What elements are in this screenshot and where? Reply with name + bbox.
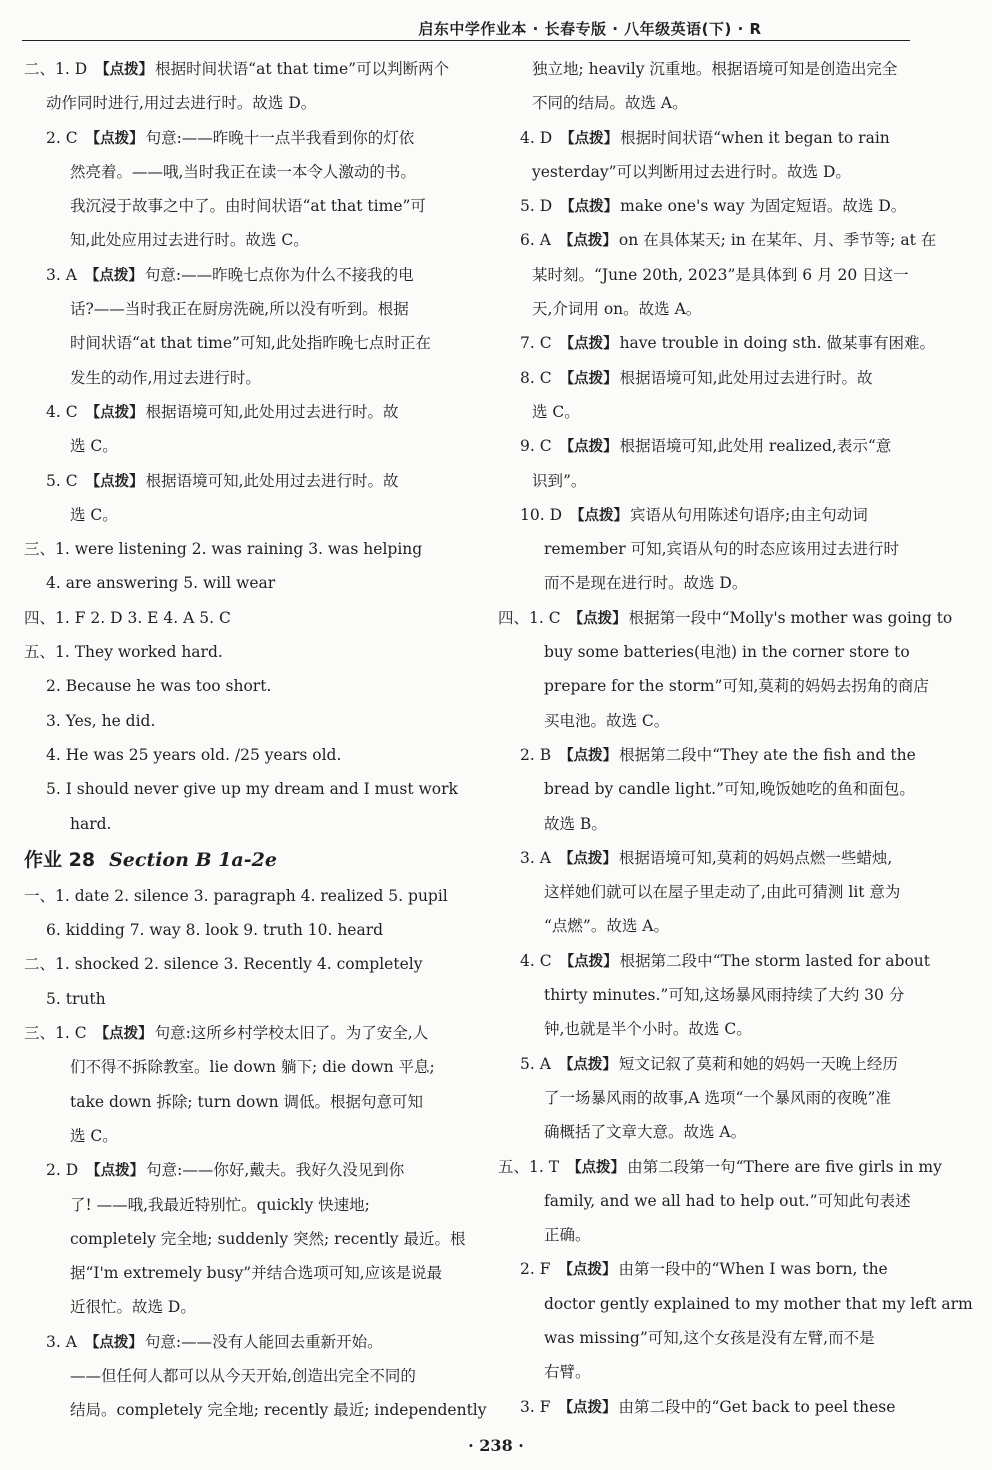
- right-column: [498, 52, 973, 1424]
- section-heading: [24, 841, 464, 879]
- answer-line: [498, 978, 926, 1012]
- answer-line: [498, 601, 953, 635]
- page-number: · 238 ·: [468, 1436, 524, 1455]
- answer-text: 2. F: [520, 1260, 551, 1279]
- assignment-number: 作业 28: [24, 848, 96, 871]
- answer-line: [24, 704, 464, 738]
- answer-line: [498, 704, 926, 738]
- answer-line: [24, 772, 464, 806]
- explanation-text: 根据语境可知,此处用过去进行时。故: [145, 471, 399, 490]
- answer-line: [498, 121, 926, 155]
- explanation-text: 句意:——昨晚十一点半我看到你的灯依: [145, 128, 415, 147]
- answer-text: 5. truth: [46, 989, 106, 1008]
- answer-text: 3. A: [46, 1332, 77, 1351]
- answer-line: [24, 1256, 464, 1290]
- answer-text: 正确。: [544, 1226, 591, 1245]
- explanation-text: 句意:这所乡村学校太旧了。为了安全,人: [154, 1024, 429, 1043]
- answer-text: 3. A: [46, 265, 77, 284]
- answer-text: hard.: [70, 814, 112, 833]
- answer-line: [498, 1252, 926, 1286]
- hint-tag: 【点拨】: [85, 404, 144, 421]
- answer-text: 4. D: [520, 128, 553, 147]
- explanation-text: on 在具体某天; in 在某年、月、季节等; at 在: [618, 231, 937, 250]
- hint-tag: 【点拨】: [559, 953, 618, 970]
- answer-text: 选 C。: [70, 505, 118, 524]
- answer-text: 五、1. They worked hard.: [24, 643, 223, 662]
- answer-text: 不同的结局。故选 A。: [532, 94, 688, 113]
- answer-line: [24, 1290, 464, 1324]
- hint-tag: 【点拨】: [84, 1334, 143, 1351]
- answer-text: 结局。completely 完全地; recently 最近; independently: [70, 1401, 487, 1420]
- answer-line: [24, 947, 464, 981]
- answer-line: [24, 223, 464, 257]
- explanation-text: 宾语从句用陈述句语序;由主句动词: [630, 505, 868, 524]
- answer-line: [498, 1012, 926, 1046]
- answer-text: 2. D: [46, 1161, 79, 1180]
- answer-text: 2. Because he was too short.: [46, 677, 272, 696]
- hint-tag: 【点拨】: [85, 130, 144, 147]
- answer-text: 选 C。: [70, 437, 118, 456]
- answer-line: [498, 807, 926, 841]
- answer-line: [498, 566, 926, 600]
- answer-line: [498, 189, 926, 223]
- answer-line: [24, 982, 464, 1016]
- answer-line: [24, 189, 464, 223]
- answer-text: 们不得不拆除教室。lie down 躺下; die down 平息;: [70, 1058, 435, 1077]
- answer-text: 发生的动作,用过去进行时。: [70, 368, 261, 387]
- answer-text: 买电池。故选 C。: [544, 711, 670, 730]
- answer-line: [498, 361, 926, 395]
- answer-line: [498, 498, 926, 532]
- explanation-text: 短文记叙了莫莉和她的妈妈一天晚上经历: [618, 1054, 898, 1073]
- answer-text: yesterday”可以判断用过去进行时。故选 D。: [532, 162, 851, 181]
- answer-text: 这样她们就可以在屋子里走动了,由此可猜测 lit 意为: [544, 883, 901, 902]
- answer-text: 5. A: [520, 1054, 551, 1073]
- answer-text: 动作同时进行,用过去进行时。故选 D。: [46, 94, 317, 113]
- answer-line: [24, 395, 464, 429]
- answer-text: 时间状语“at that time”可知,此处指昨晚七点时正在: [70, 334, 431, 353]
- answer-line: [498, 1218, 926, 1252]
- answer-text: 据“I'm extremely busy”并结合选项可知,应该是说最: [70, 1264, 443, 1283]
- answer-text: 6. A: [520, 231, 551, 250]
- explanation-text: have trouble in doing sth. 做某事有困难。: [619, 334, 936, 353]
- answer-line: [24, 738, 464, 772]
- explanation-text: 根据第二段中“They ate the fish and the: [619, 745, 916, 764]
- answer-line: [24, 1222, 464, 1256]
- hint-tag: 【点拨】: [560, 199, 619, 216]
- answer-text: 三、1. C: [24, 1024, 87, 1043]
- answer-text: 选 C。: [70, 1126, 118, 1145]
- answer-text: 9. C: [520, 437, 552, 456]
- explanation-text: 根据第二段中“The storm lasted for about: [619, 951, 930, 970]
- answer-text: 5. C: [46, 471, 78, 490]
- answer-text: 钟,也就是半个小时。故选 C。: [544, 1020, 752, 1039]
- answer-text: 近很忙。故选 D。: [70, 1298, 196, 1317]
- answer-line: [498, 738, 926, 772]
- answer-line: [24, 807, 464, 841]
- answer-text: ——但任何人都可以从今天开始,创造出完全不同的: [70, 1366, 416, 1385]
- hint-tag: 【点拨】: [95, 62, 154, 78]
- answer-text: buy some batteries(电池) in the corner store to: [544, 643, 910, 662]
- answer-line: [498, 155, 926, 189]
- answer-line: [498, 1115, 926, 1149]
- answer-text: was missing”可知,这个女孩是没有左臂,而不是: [544, 1328, 875, 1347]
- page-header: 启东中学作业本 · 长春专版 · 八年级英语(下) · R: [418, 20, 762, 38]
- answer-line: [498, 292, 926, 326]
- answer-line: [498, 1184, 926, 1218]
- answer-line: [498, 875, 926, 909]
- answer-text: 5. D: [520, 197, 553, 216]
- hint-tag: 【点拨】: [560, 130, 619, 147]
- explanation-text: 由第二段中的“Get back to peel these: [618, 1397, 896, 1416]
- answer-line: [498, 1355, 926, 1389]
- answer-line: [24, 258, 464, 292]
- explanation-text: 根据语境可知,莫莉的妈妈点燃一些蜡烛,: [618, 848, 893, 867]
- answer-line: [24, 1153, 464, 1187]
- answer-line: [498, 1047, 926, 1081]
- answer-line: [24, 566, 464, 600]
- answer-text: 而不是现在进行时。故选 D。: [544, 574, 748, 593]
- answer-text: 话?——当时我正在厨房洗碗,所以没有听到。根据: [70, 300, 409, 319]
- explanation-text: 根据语境可知,此处用过去进行时。故: [145, 402, 399, 421]
- hint-tag: 【点拨】: [558, 233, 617, 250]
- answer-text: 五、1. T: [498, 1157, 560, 1176]
- explanation-text: 根据语境可知,此处用 realized,表示“意: [619, 437, 892, 456]
- answer-text: 4. C: [520, 951, 552, 970]
- answer-line: [24, 1359, 464, 1393]
- answer-line: [498, 1150, 942, 1184]
- hint-tag: 【点拨】: [84, 267, 143, 284]
- answer-text: doctor gently explained to my mother that my left arm: [544, 1294, 973, 1313]
- answer-text: 了一场暴风雨的故事,A 选项“一个暴风雨的夜晚”准: [544, 1088, 891, 1107]
- answer-line: [498, 1081, 926, 1115]
- answer-text: take down 拆除; turn down 调低。根据句意可知: [70, 1092, 424, 1111]
- answer-text: 三、1. were listening 2. was raining 3. was helping: [24, 540, 423, 559]
- answer-line: [498, 464, 926, 498]
- answer-line: [24, 913, 464, 947]
- left-column: [24, 52, 487, 1428]
- answer-line: [24, 429, 464, 463]
- answer-line: [24, 669, 464, 703]
- answer-line: [24, 635, 464, 669]
- answer-line: [498, 635, 926, 669]
- answer-line: [24, 1085, 464, 1119]
- hint-tag: 【点拨】: [559, 370, 618, 387]
- answer-text: 独立地; heavily 沉重地。根据语境可知是创造出完全: [532, 60, 898, 78]
- answer-text: family, and we all had to help out.”可知此句表述: [544, 1191, 911, 1210]
- answer-line: [498, 326, 936, 360]
- explanation-text: make one's way 为固定短语。故选 D。: [620, 197, 907, 216]
- answer-line: [24, 498, 464, 532]
- answer-text: 确概括了文章大意。故选 A。: [544, 1123, 747, 1142]
- answer-line: [498, 669, 929, 703]
- answer-text: 3. A: [520, 848, 551, 867]
- answer-text: 四、1. C: [498, 608, 561, 627]
- answer-line: [498, 772, 926, 806]
- answer-line: [498, 86, 926, 120]
- answer-line: [24, 52, 464, 86]
- hint-tag: 【点拨】: [94, 1026, 153, 1043]
- answer-line: [24, 1393, 487, 1427]
- answer-text: thirty minutes.”可知,这场暴风雨持续了大约 30 分: [544, 986, 905, 1005]
- answer-text: 识到”。: [532, 471, 587, 490]
- answer-line: [498, 909, 926, 943]
- answer-line: [24, 1016, 464, 1050]
- answer-text: 4. He was 25 years old. /25 years old.: [46, 745, 342, 764]
- answer-text: 一、1. date 2. silence 3. paragraph 4. realized 5. pupil: [24, 886, 448, 905]
- answer-line: [24, 1188, 464, 1222]
- section-name: Section B 1a-2e: [109, 848, 277, 871]
- answer-text: 10. D: [520, 505, 563, 524]
- answer-line: [24, 1050, 464, 1084]
- answer-line: [498, 429, 926, 463]
- explanation-text: 根据第一段中“Molly's mother was going to: [628, 608, 953, 627]
- answer-text: 选 C。: [532, 402, 580, 421]
- header-rule: [22, 40, 910, 41]
- explanation-text: 句意:——没有人能回去重新开始。: [144, 1332, 383, 1351]
- answer-text: 4. C: [46, 402, 78, 421]
- answer-text: 4. are answering 5. will wear: [46, 574, 276, 593]
- answer-text: 四、1. F 2. D 3. E 4. A 5. C: [24, 608, 231, 627]
- answer-text: 然亮着。——哦,当时我正在读一本令人激动的书。: [70, 162, 416, 181]
- answer-text: 故选 B。: [544, 814, 607, 833]
- answer-text: 天,介词用 on。故选 A。: [532, 300, 702, 319]
- answer-line: [24, 1325, 464, 1359]
- answer-text: 某时刻。“June 20th, 2023”是具体到 6 月 20 日这一: [532, 265, 909, 284]
- answer-line: [24, 86, 464, 120]
- explanation-text: 由第二段第一句“There are five girls in my: [627, 1157, 942, 1176]
- answer-line: [24, 292, 464, 326]
- answer-text: prepare for the storm”可知,莫莉的妈妈去拐角的商店: [544, 677, 929, 696]
- answer-text: 2. B: [520, 745, 552, 764]
- answer-line: [24, 879, 464, 913]
- answer-line: [498, 223, 937, 257]
- answer-text: 6. kidding 7. way 8. look 9. truth 10. heard: [46, 921, 384, 940]
- answer-line: [24, 155, 464, 189]
- explanation-text: 由第一段中的“When I was born, the: [618, 1260, 888, 1279]
- answer-text: 二、1. shocked 2. silence 3. Recently 4. completely: [24, 955, 423, 974]
- explanation-text: 根据时间状语“when it began to rain: [620, 128, 890, 147]
- hint-tag: 【点拨】: [558, 850, 617, 867]
- answer-text: 二、1. D: [24, 60, 88, 78]
- answer-line: [498, 52, 926, 86]
- answer-text: 8. C: [520, 368, 552, 387]
- answer-line: [24, 361, 464, 395]
- answer-text: 3. Yes, he did.: [46, 711, 156, 730]
- answer-line: [24, 326, 464, 360]
- answer-line: [498, 1287, 973, 1321]
- hint-tag: 【点拨】: [86, 1163, 145, 1180]
- answer-text: 7. C: [520, 334, 552, 353]
- answer-text: 5. I should never give up my dream and I must work: [46, 780, 458, 799]
- hint-tag: 【点拨】: [558, 1056, 617, 1073]
- hint-tag: 【点拨】: [559, 336, 618, 353]
- explanation-text: 根据时间状语“at that time”可以判断两个: [155, 60, 450, 78]
- answer-text: 右臂。: [544, 1363, 591, 1382]
- answer-line: [498, 841, 926, 875]
- answer-line: [24, 532, 464, 566]
- hint-tag: 【点拨】: [559, 747, 618, 764]
- explanation-text: 根据语境可知,此处用过去进行时。故: [619, 368, 873, 387]
- answer-line: [498, 258, 926, 292]
- explanation-text: 句意:——昨晚七点你为什么不接我的电: [144, 265, 414, 284]
- answer-line: [24, 601, 464, 635]
- hint-tag: 【点拨】: [568, 610, 627, 627]
- hint-tag: 【点拨】: [85, 473, 144, 490]
- hint-tag: 【点拨】: [558, 1262, 617, 1279]
- answer-text: 2. C: [46, 128, 78, 147]
- answer-line: [498, 944, 930, 978]
- answer-line: [24, 121, 464, 155]
- answer-text: remember 可知,宾语从句的时态应该用过去进行时: [544, 540, 900, 559]
- hint-tag: 【点拨】: [567, 1159, 626, 1176]
- answer-text: 3. F: [520, 1397, 551, 1416]
- hint-tag: 【点拨】: [570, 507, 629, 524]
- answer-text: bread by candle light.”可知,晚饭她吃的鱼和面包。: [544, 780, 915, 799]
- answer-text: completely 完全地; suddenly 突然; recently 最近。根: [70, 1229, 466, 1248]
- answer-line: [498, 395, 926, 429]
- answer-text: “点燃”。故选 A。: [544, 917, 669, 936]
- answer-line: [498, 1321, 926, 1355]
- answer-line: [498, 532, 926, 566]
- answer-text: 我沉浸于故事之中了。由时间状语“at that time”可: [70, 197, 426, 216]
- answer-line: [498, 1390, 926, 1424]
- hint-tag: 【点拨】: [559, 439, 618, 456]
- answer-line: [24, 1119, 464, 1153]
- hint-tag: 【点拨】: [558, 1399, 617, 1416]
- answer-line: [24, 464, 464, 498]
- answer-text: 知,此处应用过去进行时。故选 C。: [70, 231, 309, 250]
- answer-text: 了! ——哦,我最近特别忙。quickly 快速地;: [70, 1195, 370, 1214]
- explanation-text: 句意:——你好,戴夫。我好久没见到你: [146, 1161, 405, 1180]
